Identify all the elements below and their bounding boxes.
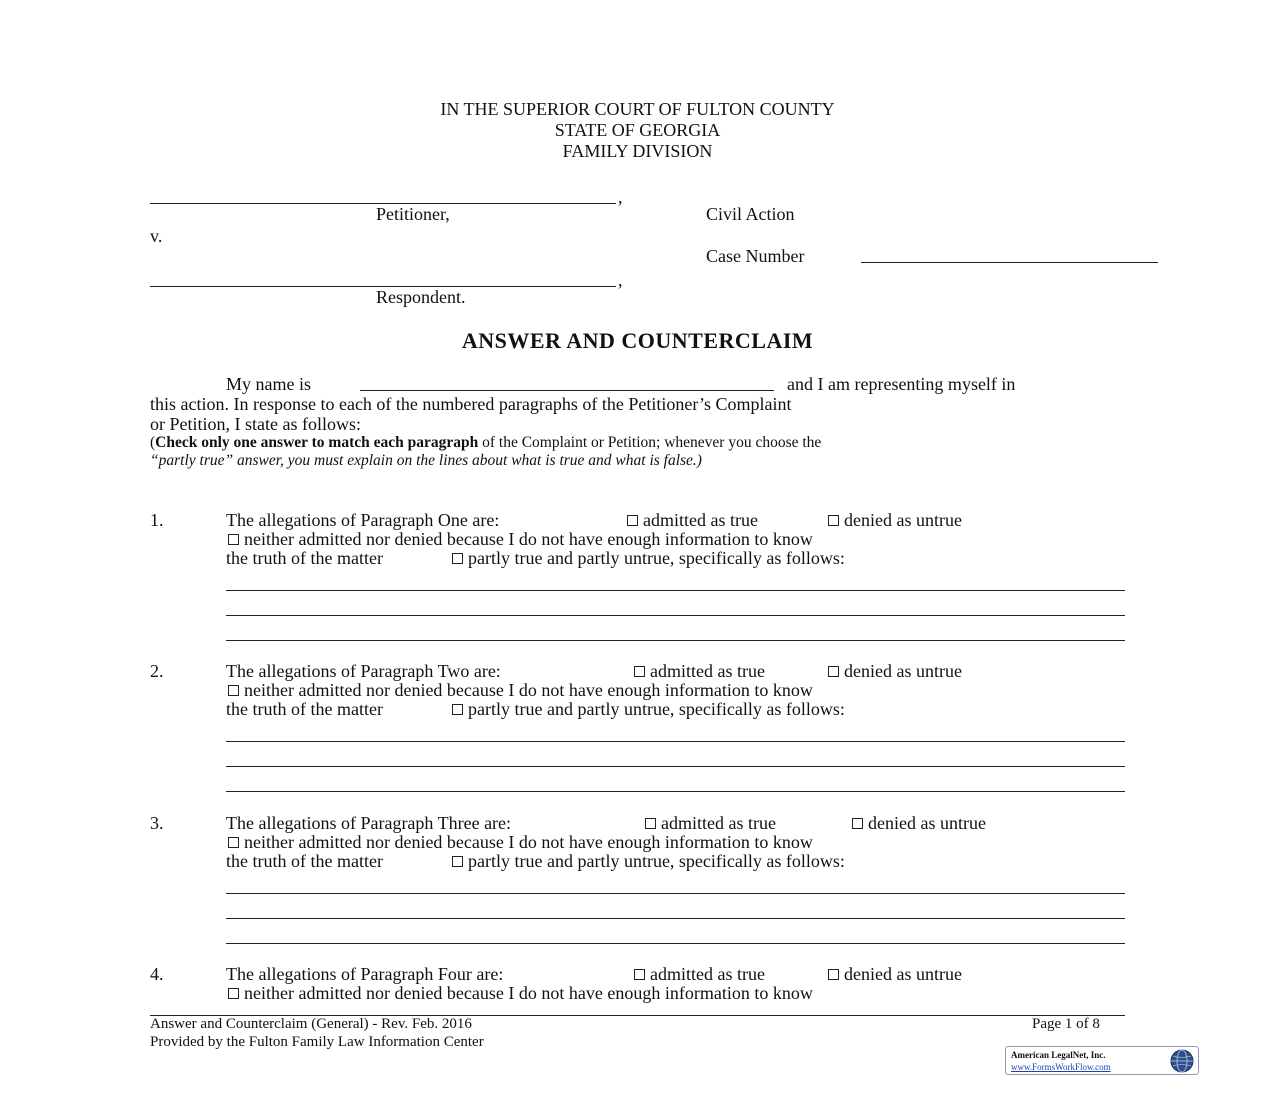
paragraph-number: 4. <box>150 964 164 984</box>
explanation-line[interactable] <box>226 918 1125 919</box>
denied-label: denied as untrue <box>844 510 962 530</box>
admitted-option[interactable] <box>634 964 765 985</box>
admitted-label: admitted as true <box>643 510 758 530</box>
truth-text: the truth of the matter <box>226 548 383 568</box>
respondent-comma: , <box>618 270 623 290</box>
denied-checkbox[interactable] <box>852 818 863 829</box>
denied-checkbox[interactable] <box>828 515 839 526</box>
explanation-line[interactable] <box>226 590 1125 591</box>
denied-label: denied as untrue <box>844 964 962 984</box>
paragraph-number: 1. <box>150 510 164 530</box>
admitted-checkbox[interactable] <box>634 666 645 677</box>
paragraph-number: 3. <box>150 813 164 833</box>
admitted-checkbox[interactable] <box>645 818 656 829</box>
admitted-checkbox[interactable] <box>634 969 645 980</box>
petitioner-comma: , <box>618 187 623 207</box>
respondent-label: Respondent. <box>376 287 466 307</box>
admitted-label: admitted as true <box>661 813 776 833</box>
intro-name-suffix: and I am representing myself in <box>787 374 1016 394</box>
admitted-label: admitted as true <box>650 964 765 984</box>
neither-label: neither admitted nor denied because I do not have enough information to know <box>244 680 813 700</box>
instructions-rest: of the Complaint or Petition; whenever you choose the <box>478 434 822 451</box>
admitted-option[interactable] <box>627 510 758 531</box>
intro-line2: this action. In response to each of the numbered paragraphs of the Petitioner’s Complaint <box>150 394 792 414</box>
truth-text: the truth of the matter <box>226 851 383 871</box>
denied-label: denied as untrue <box>844 661 962 681</box>
instructions-line1 <box>150 434 821 452</box>
paragraph-number: 2. <box>150 661 164 681</box>
neither-option[interactable] <box>228 529 813 550</box>
court-name: IN THE SUPERIOR COURT OF FULTON COUNTY <box>440 99 835 119</box>
admitted-label: admitted as true <box>650 661 765 681</box>
civil-action-label: Civil Action <box>706 204 795 224</box>
vendor-url[interactable]: www.FormsWorkFlow.com <box>1011 1062 1111 1072</box>
partly-checkbox[interactable] <box>452 553 463 564</box>
explanation-line[interactable] <box>226 615 1125 616</box>
denied-label: denied as untrue <box>868 813 986 833</box>
paragraph-lead: The allegations of Paragraph Two are: <box>226 661 501 681</box>
denied-option[interactable] <box>828 510 962 531</box>
neither-checkbox[interactable] <box>228 988 239 999</box>
footer-page-number: Page 1 of 8 <box>1032 1016 1100 1032</box>
denied-option[interactable] <box>828 964 962 985</box>
truth-text: the truth of the matter <box>226 699 383 719</box>
instructions-line2: “partly true” answer, you must explain on the lines about what is true and what is false.) <box>150 452 702 469</box>
name-line[interactable] <box>360 390 774 391</box>
neither-label: neither admitted nor denied because I do not have enough information to know <box>244 832 813 852</box>
footer-form-name: Answer and Counterclaim (General) - Rev. Feb. 2016 <box>150 1016 472 1032</box>
partly-label: partly true and partly untrue, specifically as follows: <box>468 548 845 568</box>
neither-checkbox[interactable] <box>228 685 239 696</box>
document-title: ANSWER AND COUNTERCLAIM <box>461 328 814 353</box>
instructions-bold: Check only one answer to match each paragraph <box>155 434 479 451</box>
admitted-option[interactable] <box>645 813 776 834</box>
partly-option[interactable] <box>452 548 845 569</box>
denied-checkbox[interactable] <box>828 666 839 677</box>
vendor-logo[interactable] <box>1005 1046 1199 1075</box>
admitted-checkbox[interactable] <box>627 515 638 526</box>
explanation-line[interactable] <box>226 766 1125 767</box>
admitted-option[interactable] <box>634 661 765 682</box>
neither-checkbox[interactable] <box>228 534 239 545</box>
partly-label: partly true and partly untrue, specifically as follows: <box>468 699 845 719</box>
neither-option[interactable] <box>228 832 813 853</box>
footer-provider: Provided by the Fulton Family Law Information Center <box>150 1034 484 1050</box>
partly-option[interactable] <box>452 699 845 720</box>
denied-checkbox[interactable] <box>828 969 839 980</box>
explanation-line[interactable] <box>226 943 1125 944</box>
partly-label: partly true and partly untrue, specifically as follows: <box>468 851 845 871</box>
denied-option[interactable] <box>852 813 986 834</box>
vendor-name: American LegalNet, Inc. <box>1011 1050 1106 1060</box>
explanation-line[interactable] <box>226 791 1125 792</box>
partly-checkbox[interactable] <box>452 704 463 715</box>
paragraph-lead: The allegations of Paragraph Four are: <box>226 964 504 984</box>
partly-checkbox[interactable] <box>452 856 463 867</box>
paragraph-lead: The allegations of Paragraph Three are: <box>226 813 512 833</box>
explanation-line[interactable] <box>226 741 1125 742</box>
court-division: FAMILY DIVISION <box>562 141 713 161</box>
case-number-label: Case Number <box>706 246 805 266</box>
paragraph-lead: The allegations of Paragraph One are: <box>226 510 500 530</box>
neither-checkbox[interactable] <box>228 837 239 848</box>
explanation-line[interactable] <box>226 893 1125 894</box>
denied-option[interactable] <box>828 661 962 682</box>
neither-label: neither admitted nor denied because I do not have enough information to know <box>244 529 813 549</box>
instructions-open-paren: ( <box>150 434 156 451</box>
explanation-line[interactable] <box>226 640 1125 641</box>
partly-option[interactable] <box>452 851 845 872</box>
globe-icon <box>1169 1048 1195 1074</box>
neither-option[interactable] <box>228 983 813 1004</box>
neither-label: neither admitted nor denied because I do not have enough information to know <box>244 983 813 1003</box>
intro-name-prefix: My name is <box>226 374 311 394</box>
petitioner-label: Petitioner, <box>376 204 450 224</box>
neither-option[interactable] <box>228 680 813 701</box>
versus-label: v. <box>150 226 163 246</box>
intro-line3: or Petition, I state as follows: <box>150 414 361 434</box>
court-state: STATE OF GEORGIA <box>554 120 721 140</box>
case-number-line[interactable] <box>861 262 1158 263</box>
